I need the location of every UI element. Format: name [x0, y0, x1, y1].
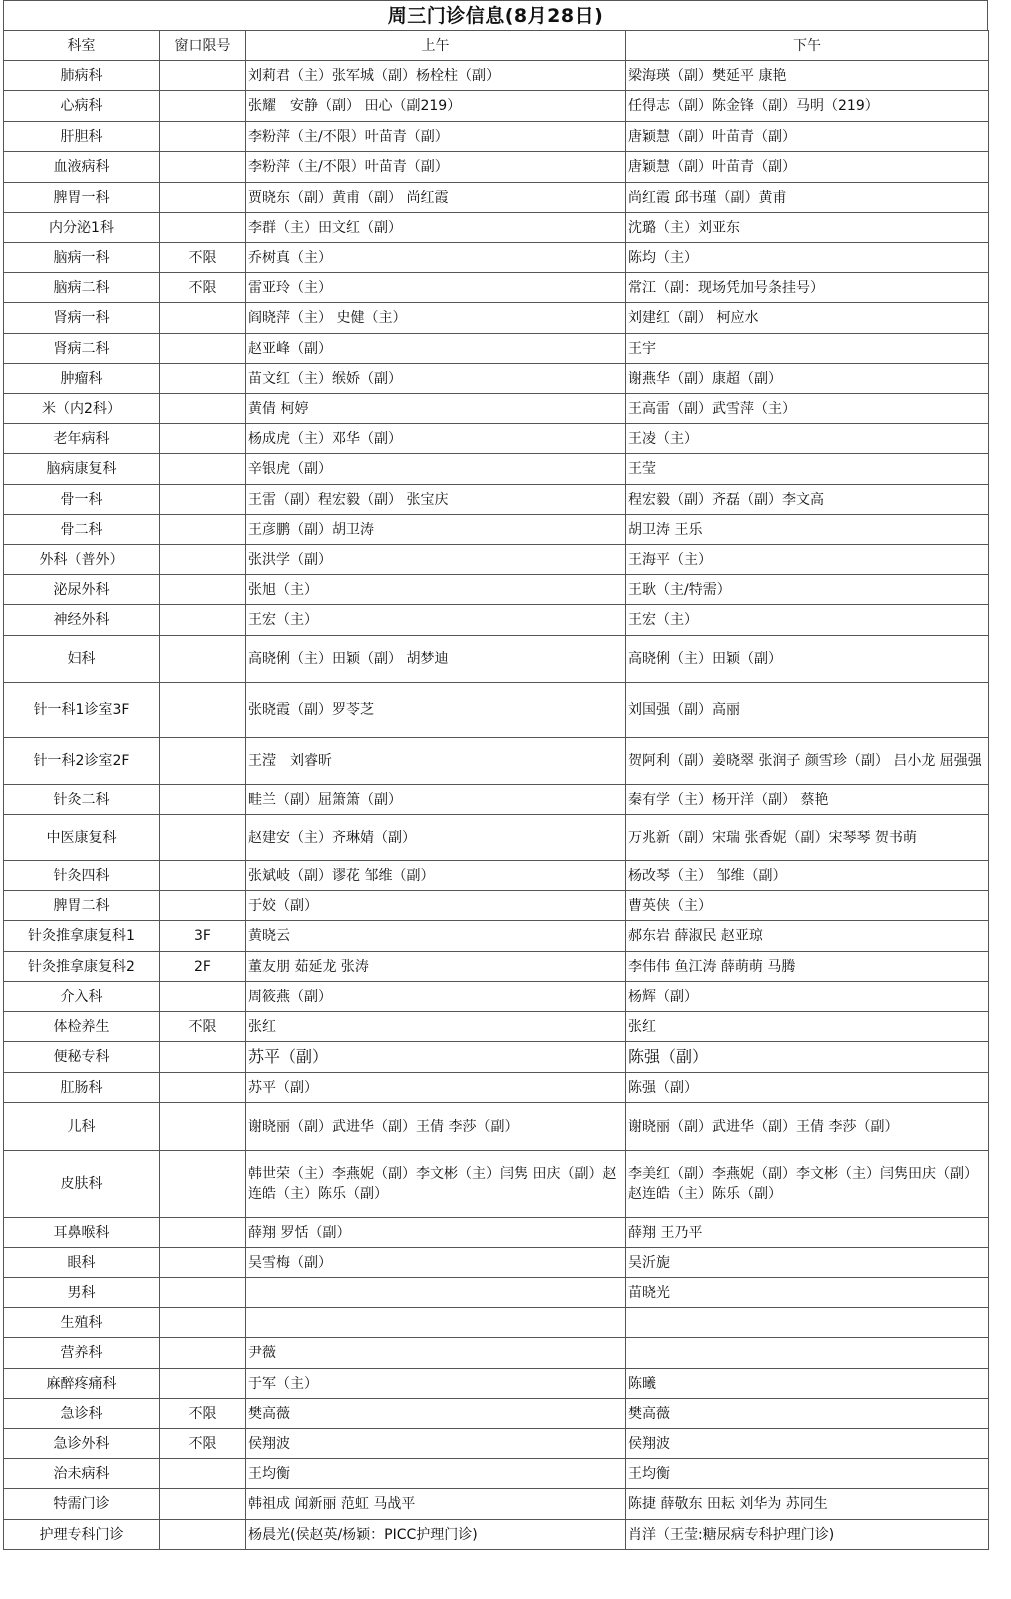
window-cell — [160, 861, 246, 891]
dept-cell: 脑病康复科 — [4, 454, 160, 485]
table-row — [4, 213, 989, 243]
pm-cell: 尚红霞 邱书瑾（副）黄甫 — [626, 183, 989, 213]
dept-cell: 特需门诊 — [4, 1489, 160, 1520]
window-cell — [160, 183, 246, 213]
pm-cell: 樊高薇 — [626, 1399, 989, 1429]
window-cell — [160, 213, 246, 243]
am-cell: 李粉萍（主/不限）叶苗青（副） — [246, 152, 626, 183]
window-cell — [160, 424, 246, 454]
window-cell — [160, 485, 246, 515]
table-row — [4, 394, 989, 424]
am-cell: 韩祖成 闻新丽 范虹 马战平 — [246, 1489, 626, 1520]
am-cell: 畦兰（副）屈箫箫（副） — [246, 785, 626, 815]
pm-cell: 秦有学（主）杨开洋（副） 蔡艳 — [626, 785, 989, 815]
header-pm: 下午 — [626, 31, 989, 61]
dept-cell: 泌尿外科 — [4, 575, 160, 605]
pm-cell: 陈强（副） — [626, 1073, 989, 1103]
dept-cell: 眼科 — [4, 1248, 160, 1278]
am-cell: 乔树真（主） — [246, 243, 626, 273]
window-cell: 2F — [160, 952, 246, 982]
pm-cell: 王海平（主） — [626, 545, 989, 575]
page-title: 周三门诊信息(8月28日) — [3, 0, 988, 30]
window-cell: 不限 — [160, 1012, 246, 1042]
table-row — [4, 122, 989, 152]
dept-cell: 脑病一科 — [4, 243, 160, 273]
pm-cell: 贺阿利（副）姜晓翠 张润子 颜雪珍（副） 吕小龙 屈强强 — [626, 738, 989, 785]
dept-cell: 男科 — [4, 1278, 160, 1308]
window-cell — [160, 1338, 246, 1369]
window-cell — [160, 683, 246, 738]
window-cell — [160, 1489, 246, 1520]
window-cell — [160, 394, 246, 424]
am-cell: 苏平（副） — [246, 1073, 626, 1103]
window-cell — [160, 891, 246, 921]
pm-cell: 刘建红（副） 柯应水 — [626, 303, 989, 334]
window-cell — [160, 303, 246, 334]
table-row — [4, 636, 989, 683]
dept-cell: 中医康复科 — [4, 815, 160, 861]
table-row — [4, 683, 989, 738]
window-cell — [160, 152, 246, 183]
table-row — [4, 1103, 989, 1151]
window-cell — [160, 1278, 246, 1308]
window-cell — [160, 575, 246, 605]
table-row — [4, 1151, 989, 1218]
window-cell — [160, 1218, 246, 1248]
am-cell: 张红 — [246, 1012, 626, 1042]
table-row — [4, 605, 989, 636]
dept-cell: 外科（普外） — [4, 545, 160, 575]
dept-cell: 妇科 — [4, 636, 160, 683]
window-cell: 不限 — [160, 1399, 246, 1429]
pm-cell: 王耿（主/特需） — [626, 575, 989, 605]
pm-cell: 陈均（主） — [626, 243, 989, 273]
am-cell: 张旭（主） — [246, 575, 626, 605]
dept-cell: 针一科2诊室2F — [4, 738, 160, 785]
dept-cell: 针灸推拿康复科2 — [4, 952, 160, 982]
table-row — [4, 1218, 989, 1248]
pm-cell: 常江（副：现场凭加号条挂号） — [626, 273, 989, 303]
table-row — [4, 1012, 989, 1042]
pm-cell: 苗晓光 — [626, 1278, 989, 1308]
header-row — [4, 31, 989, 61]
pm-cell: 王宏（主） — [626, 605, 989, 636]
am-cell: 张晓霞（副）罗苓芝 — [246, 683, 626, 738]
dept-cell: 脑病二科 — [4, 273, 160, 303]
pm-cell: 王莹 — [626, 454, 989, 485]
window-cell — [160, 1459, 246, 1489]
am-cell: 薛翔 罗恬（副） — [246, 1218, 626, 1248]
window-cell — [160, 1151, 246, 1218]
dept-cell: 血液病科 — [4, 152, 160, 183]
window-cell — [160, 815, 246, 861]
am-cell: 张洪学（副） — [246, 545, 626, 575]
am-cell: 王滢 刘睿昕 — [246, 738, 626, 785]
pm-cell: 梁海瑛（副）樊延平 康艳 — [626, 61, 989, 91]
pm-cell: 王宇 — [626, 334, 989, 364]
pm-cell: 沈璐（主）刘亚东 — [626, 213, 989, 243]
dept-cell: 骨二科 — [4, 515, 160, 545]
window-cell — [160, 334, 246, 364]
am-cell: 贾晓东（副）黄甫（副） 尚红霞 — [246, 183, 626, 213]
pm-cell: 王高雷（副）武雪萍（主） — [626, 394, 989, 424]
pm-cell: 肖洋（王莹:糖尿病专科护理门诊) — [626, 1520, 989, 1550]
pm-cell: 唐颖慧（副）叶苗青（副） — [626, 122, 989, 152]
dept-cell: 体检养生 — [4, 1012, 160, 1042]
pm-cell: 陈曦 — [626, 1369, 989, 1399]
dept-cell: 米（内2科） — [4, 394, 160, 424]
window-cell: 不限 — [160, 273, 246, 303]
am-cell: 王彦鹏（副）胡卫涛 — [246, 515, 626, 545]
table-row — [4, 515, 989, 545]
dept-cell: 内分泌1科 — [4, 213, 160, 243]
table-row — [4, 334, 989, 364]
pm-cell: 李美红（副）李燕妮（副）李文彬（主）闫隽田庆（副）赵连皓（主）陈乐（副） — [626, 1151, 989, 1218]
pm-cell: 刘国强（副）高丽 — [626, 683, 989, 738]
am-cell: 刘莉君（主）张军城（副）杨栓柱（副） — [246, 61, 626, 91]
pm-cell: 谢晓丽（副）武进华（副）王倩 李莎（副） — [626, 1103, 989, 1151]
dept-cell: 针灸四科 — [4, 861, 160, 891]
window-cell — [160, 636, 246, 683]
am-cell: 雷亚玲（主） — [246, 273, 626, 303]
table-row — [4, 243, 989, 273]
window-cell — [160, 91, 246, 122]
window-cell — [160, 1369, 246, 1399]
window-cell — [160, 364, 246, 394]
table-row — [4, 575, 989, 605]
pm-cell — [626, 1308, 989, 1338]
table-row — [4, 982, 989, 1012]
am-cell: 王均衡 — [246, 1459, 626, 1489]
window-cell — [160, 605, 246, 636]
am-cell: 黄倩 柯婷 — [246, 394, 626, 424]
table-row — [4, 1369, 989, 1399]
am-cell: 张斌岐（副）谬花 邹维（副） — [246, 861, 626, 891]
schedule-sheet — [3, 0, 988, 1550]
pm-cell: 高晓俐（主）田颖（副） — [626, 636, 989, 683]
table-row — [4, 364, 989, 394]
pm-cell: 吴沂旎 — [626, 1248, 989, 1278]
am-cell: 董友朋 茹延龙 张涛 — [246, 952, 626, 982]
window-cell — [160, 545, 246, 575]
dept-cell: 急诊科 — [4, 1399, 160, 1429]
header-window: 窗口限号 — [160, 31, 246, 61]
table-row — [4, 1459, 989, 1489]
window-cell — [160, 738, 246, 785]
pm-cell — [626, 1338, 989, 1369]
am-cell: 杨晨光(侯赵英/杨颖：PICC护理门诊) — [246, 1520, 626, 1550]
dept-cell: 神经外科 — [4, 605, 160, 636]
pm-cell: 任得志（副）陈金锋（副）马明（219） — [626, 91, 989, 122]
table-row — [4, 921, 989, 952]
am-cell: 于军（主） — [246, 1369, 626, 1399]
table-row — [4, 1042, 989, 1073]
am-cell: 苗文红（主）缑娇（副） — [246, 364, 626, 394]
window-cell — [160, 454, 246, 485]
am-cell — [246, 1308, 626, 1338]
pm-cell: 曹英侠（主） — [626, 891, 989, 921]
window-cell — [160, 1308, 246, 1338]
am-cell: 尹薇 — [246, 1338, 626, 1369]
am-cell: 吴雪梅（副） — [246, 1248, 626, 1278]
table-row — [4, 1399, 989, 1429]
table-row — [4, 485, 989, 515]
pm-cell: 胡卫涛 王乐 — [626, 515, 989, 545]
am-cell: 樊高薇 — [246, 1399, 626, 1429]
pm-cell: 唐颖慧（副）叶苗青（副） — [626, 152, 989, 183]
am-cell: 张耀 安静（副） 田心（副219） — [246, 91, 626, 122]
dept-cell: 老年病科 — [4, 424, 160, 454]
window-cell — [160, 1248, 246, 1278]
table-row — [4, 303, 989, 334]
dept-cell: 骨一科 — [4, 485, 160, 515]
am-cell: 王雷（副）程宏毅（副） 张宝庆 — [246, 485, 626, 515]
window-cell — [160, 1042, 246, 1073]
table-row — [4, 545, 989, 575]
pm-cell: 程宏毅（副）齐磊（副）李文高 — [626, 485, 989, 515]
am-cell: 苏平（副） — [246, 1042, 626, 1073]
window-cell: 3F — [160, 921, 246, 952]
header-am: 上午 — [246, 31, 626, 61]
pm-cell: 陈捷 薛敬东 田耘 刘华为 苏同生 — [626, 1489, 989, 1520]
table-row — [4, 273, 989, 303]
am-cell — [246, 1278, 626, 1308]
window-cell — [160, 1073, 246, 1103]
dept-cell: 生殖科 — [4, 1308, 160, 1338]
pm-cell: 张红 — [626, 1012, 989, 1042]
table-row — [4, 454, 989, 485]
window-cell — [160, 61, 246, 91]
dept-cell: 麻醉疼痛科 — [4, 1369, 160, 1399]
dept-cell: 脾胃一科 — [4, 183, 160, 213]
table-row — [4, 1278, 989, 1308]
am-cell: 韩世荣（主）李燕妮（副）李文彬（主）闫隽 田庆（副）赵连皓（主）陈乐（副） — [246, 1151, 626, 1218]
table-row — [4, 1073, 989, 1103]
dept-cell: 肾病二科 — [4, 334, 160, 364]
dept-cell: 针一科1诊室3F — [4, 683, 160, 738]
pm-cell: 郝东岩 薛淑民 赵亚琼 — [626, 921, 989, 952]
header-dept: 科室 — [4, 31, 160, 61]
dept-cell: 急诊外科 — [4, 1429, 160, 1459]
schedule-table — [3, 30, 989, 1550]
window-cell — [160, 1103, 246, 1151]
dept-cell: 肾病一科 — [4, 303, 160, 334]
dept-cell: 肿瘤科 — [4, 364, 160, 394]
dept-cell: 护理专科门诊 — [4, 1520, 160, 1550]
window-cell — [160, 122, 246, 152]
am-cell: 李粉萍（主/不限）叶苗青（副） — [246, 122, 626, 152]
table-row — [4, 91, 989, 122]
window-cell — [160, 982, 246, 1012]
table-row — [4, 785, 989, 815]
dept-cell: 儿科 — [4, 1103, 160, 1151]
am-cell: 谢晓丽（副）武进华（副）王倩 李莎（副） — [246, 1103, 626, 1151]
pm-cell: 薛翔 王乃平 — [626, 1218, 989, 1248]
pm-cell: 谢燕华（副）康超（副） — [626, 364, 989, 394]
dept-cell: 耳鼻喉科 — [4, 1218, 160, 1248]
dept-cell: 肺病科 — [4, 61, 160, 91]
table-row — [4, 1338, 989, 1369]
table-row — [4, 1308, 989, 1338]
dept-cell: 便秘专科 — [4, 1042, 160, 1073]
dept-cell: 脾胃二科 — [4, 891, 160, 921]
pm-cell: 杨辉（副） — [626, 982, 989, 1012]
am-cell: 杨成虎（主）邓华（副） — [246, 424, 626, 454]
table-row — [4, 424, 989, 454]
window-cell: 不限 — [160, 243, 246, 273]
table-row — [4, 152, 989, 183]
table-row — [4, 1520, 989, 1550]
pm-cell: 陈强（副） — [626, 1042, 989, 1073]
am-cell: 赵建安（主）齐琳婧（副） — [246, 815, 626, 861]
window-cell — [160, 785, 246, 815]
am-cell: 王宏（主） — [246, 605, 626, 636]
pm-cell: 侯翔波 — [626, 1429, 989, 1459]
table-row — [4, 1489, 989, 1520]
table-row — [4, 952, 989, 982]
am-cell: 侯翔波 — [246, 1429, 626, 1459]
table-row — [4, 738, 989, 785]
am-cell: 赵亚峰（副） — [246, 334, 626, 364]
am-cell: 黄晓云 — [246, 921, 626, 952]
table-row — [4, 815, 989, 861]
pm-cell: 万兆新（副）宋瑞 张香妮（副）宋琴琴 贺书萌 — [626, 815, 989, 861]
window-cell — [160, 515, 246, 545]
am-cell: 辛银虎（副） — [246, 454, 626, 485]
window-cell — [160, 1520, 246, 1550]
am-cell: 周筱燕（副） — [246, 982, 626, 1012]
dept-cell: 心病科 — [4, 91, 160, 122]
am-cell: 于姣（副） — [246, 891, 626, 921]
table-row — [4, 61, 989, 91]
dept-cell: 营养科 — [4, 1338, 160, 1369]
dept-cell: 针灸推拿康复科1 — [4, 921, 160, 952]
dept-cell: 治未病科 — [4, 1459, 160, 1489]
dept-cell: 皮肤科 — [4, 1151, 160, 1218]
pm-cell: 王均衡 — [626, 1459, 989, 1489]
table-row — [4, 861, 989, 891]
dept-cell: 介入科 — [4, 982, 160, 1012]
am-cell: 李群（主）田文红（副） — [246, 213, 626, 243]
pm-cell: 李伟伟 鱼江涛 薛萌萌 马腾 — [626, 952, 989, 982]
dept-cell: 肛肠科 — [4, 1073, 160, 1103]
pm-cell: 王凌（主） — [626, 424, 989, 454]
am-cell: 高晓俐（主）田颖（副） 胡梦迪 — [246, 636, 626, 683]
window-cell: 不限 — [160, 1429, 246, 1459]
table-row — [4, 891, 989, 921]
table-row — [4, 1248, 989, 1278]
am-cell: 阎晓萍（主） 史健（主） — [246, 303, 626, 334]
pm-cell: 杨改琴（主） 邹维（副） — [626, 861, 989, 891]
table-row — [4, 183, 989, 213]
dept-cell: 针灸二科 — [4, 785, 160, 815]
table-row — [4, 1429, 989, 1459]
dept-cell: 肝胆科 — [4, 122, 160, 152]
